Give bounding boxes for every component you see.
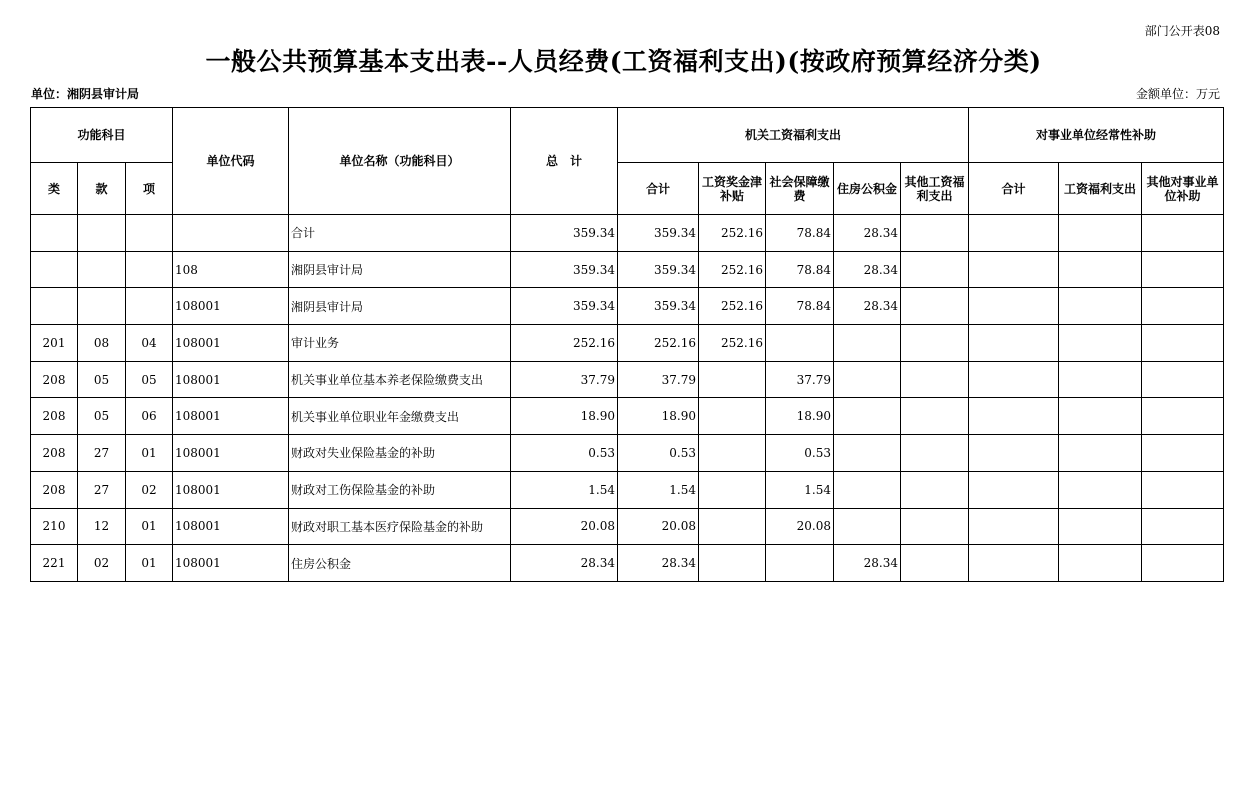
cell-salary [699,471,766,508]
cell-xiang [126,288,173,325]
cell-total: 359.34 [511,215,618,252]
cell-lei [31,288,78,325]
cell-unit-name: 住房公积金 [289,545,511,582]
cell-total: 359.34 [511,251,618,288]
table-row [31,545,1224,582]
cell-xiang [126,215,173,252]
cell-kuan: 02 [78,545,126,582]
table-row [31,288,1224,325]
cell-lei [31,251,78,288]
cell-social: 78.84 [766,215,834,252]
cell-salary: 252.16 [699,215,766,252]
cell-kuan: 05 [78,398,126,435]
cell-inst-total [969,471,1059,508]
cell-kuan [78,215,126,252]
cell-housing [834,508,901,545]
header-lei: 类 [31,163,78,215]
cell-lei: 208 [31,398,78,435]
cell-lei: 201 [31,325,78,362]
cell-social: 78.84 [766,288,834,325]
cell-total: 18.90 [511,398,618,435]
cell-kuan: 05 [78,361,126,398]
cell-xiang: 04 [126,325,173,362]
cell-inst-other [1142,435,1224,472]
table-row [31,471,1224,508]
table-row [31,435,1224,472]
cell-social: 1.54 [766,471,834,508]
cell-inst-welfare [1059,545,1142,582]
cell-other [901,545,969,582]
table-row [31,398,1224,435]
cell-inst-other [1142,545,1224,582]
cell-inst-other [1142,508,1224,545]
cell-inst-welfare [1059,251,1142,288]
cell-inst-other [1142,398,1224,435]
cell-inst-other [1142,288,1224,325]
cell-inst-welfare [1059,398,1142,435]
cell-inst-total [969,435,1059,472]
cell-unit-code: 108001 [173,398,289,435]
cell-salary: 252.16 [699,251,766,288]
cell-total: 1.54 [511,471,618,508]
cell-other [901,288,969,325]
cell-inst-total [969,215,1059,252]
cell-kuan: 27 [78,471,126,508]
table-row [31,251,1224,288]
header-inst-other: 其他对事业单位补助 [1142,163,1224,215]
cell-total: 20.08 [511,508,618,545]
cell-housing [834,361,901,398]
cell-unit-name: 财政对工伤保险基金的补助 [289,471,511,508]
header-kuan: 款 [78,163,126,215]
cell-social [766,325,834,362]
cell-other [901,251,969,288]
header-salary: 工资奖金津补贴 [699,163,766,215]
cell-salary: 252.16 [699,325,766,362]
cell-inst-other [1142,471,1224,508]
cell-total: 28.34 [511,545,618,582]
cell-social: 37.79 [766,361,834,398]
header-other-welfare: 其他工资福利支出 [901,163,969,215]
cell-unit-name: 财政对失业保险基金的补助 [289,435,511,472]
header-unit-code: 单位代码 [173,108,289,215]
table-row [31,508,1224,545]
header-func-subject: 功能科目 [31,108,173,163]
cell-xiang: 06 [126,398,173,435]
cell-inst-welfare [1059,435,1142,472]
cell-other [901,215,969,252]
cell-kuan: 08 [78,325,126,362]
cell-unit-name: 机关事业单位基本养老保险缴费支出 [289,361,511,398]
table-row [31,215,1224,252]
cell-unit-name: 财政对职工基本医疗保险基金的补助 [289,508,511,545]
cell-unit-name: 审计业务 [289,325,511,362]
cell-inst-welfare [1059,215,1142,252]
cell-unit-code: 108001 [173,435,289,472]
header-unit-name: 单位名称（功能科目） [289,108,511,215]
cell-agency-total: 1.54 [618,471,699,508]
cell-xiang [126,251,173,288]
cell-lei: 208 [31,435,78,472]
cell-other [901,435,969,472]
cell-inst-other [1142,215,1224,252]
cell-xiang: 05 [126,361,173,398]
cell-unit-code: 108 [173,251,289,288]
cell-lei: 221 [31,545,78,582]
cell-unit-name: 湘阴县审计局 [289,251,511,288]
cell-xiang: 01 [126,545,173,582]
header-xiang: 项 [126,163,173,215]
header-agency-subtotal: 合计 [618,163,699,215]
cell-total: 37.79 [511,361,618,398]
cell-lei: 208 [31,471,78,508]
page-title: 一般公共预算基本支出表--人员经费(工资福利支出)(按政府预算经济分类) [205,47,1042,76]
cell-lei: 208 [31,361,78,398]
cell-total: 359.34 [511,288,618,325]
cell-xiang: 01 [126,508,173,545]
cell-agency-total: 28.34 [618,545,699,582]
cell-inst-other [1142,361,1224,398]
cell-inst-welfare [1059,508,1142,545]
cell-salary [699,508,766,545]
cell-housing: 28.34 [834,545,901,582]
cell-salary [699,545,766,582]
cell-unit-name: 机关事业单位职业年金缴费支出 [289,398,511,435]
cell-inst-total [969,288,1059,325]
cell-agency-total: 359.34 [618,215,699,252]
cell-inst-total [969,398,1059,435]
header-agency-group: 机关工资福利支出 [618,108,969,163]
cell-housing: 28.34 [834,215,901,252]
cell-other [901,361,969,398]
table-row [31,325,1224,362]
cell-kuan [78,288,126,325]
header-social-security: 社会保障缴费 [766,163,834,215]
cell-agency-total: 359.34 [618,251,699,288]
cell-housing [834,398,901,435]
cell-social: 20.08 [766,508,834,545]
cell-housing [834,435,901,472]
cell-unit-name: 湘阴县审计局 [289,288,511,325]
cell-inst-welfare [1059,288,1142,325]
cell-salary [699,435,766,472]
header-housing-fund: 住房公积金 [834,163,901,215]
cell-unit-code [173,215,289,252]
cell-lei: 210 [31,508,78,545]
cell-unit-code: 108001 [173,508,289,545]
cell-inst-total [969,545,1059,582]
cell-social: 0.53 [766,435,834,472]
budget-table [30,107,1224,582]
cell-agency-total: 359.34 [618,288,699,325]
cell-inst-welfare [1059,471,1142,508]
cell-unit-code: 108001 [173,361,289,398]
cell-agency-total: 18.90 [618,398,699,435]
unit-label: 单位：湘阴县审计局 [31,87,140,101]
header-inst-subtotal: 合计 [969,163,1059,215]
cell-housing: 28.34 [834,288,901,325]
cell-kuan [78,251,126,288]
cell-agency-total: 252.16 [618,325,699,362]
cell-inst-total [969,361,1059,398]
cell-inst-welfare [1059,361,1142,398]
cell-total: 0.53 [511,435,618,472]
form-code: 部门公开表08 [1144,24,1220,38]
cell-housing: 28.34 [834,251,901,288]
cell-salary [699,361,766,398]
cell-agency-total: 37.79 [618,361,699,398]
cell-unit-name: 合计 [289,215,511,252]
table-row [31,361,1224,398]
cell-unit-code: 108001 [173,288,289,325]
cell-housing [834,325,901,362]
cell-other [901,398,969,435]
cell-inst-total [969,508,1059,545]
cell-social: 18.90 [766,398,834,435]
cell-other [901,471,969,508]
cell-inst-welfare [1059,325,1142,362]
cell-salary [699,398,766,435]
cell-social [766,545,834,582]
cell-unit-code: 108001 [173,325,289,362]
cell-inst-total [969,325,1059,362]
cell-other [901,508,969,545]
cell-unit-code: 108001 [173,471,289,508]
cell-housing [834,471,901,508]
cell-other [901,325,969,362]
amount-unit-label: 金额单位：万元 [1135,87,1220,101]
cell-agency-total: 20.08 [618,508,699,545]
cell-lei [31,215,78,252]
cell-social: 78.84 [766,251,834,288]
cell-inst-total [969,251,1059,288]
cell-xiang: 01 [126,435,173,472]
cell-xiang: 02 [126,471,173,508]
cell-unit-code: 108001 [173,545,289,582]
header-inst-welfare: 工资福利支出 [1059,163,1142,215]
cell-kuan: 12 [78,508,126,545]
cell-kuan: 27 [78,435,126,472]
cell-inst-other [1142,251,1224,288]
header-institution-group: 对事业单位经常性补助 [969,108,1224,163]
cell-agency-total: 0.53 [618,435,699,472]
cell-salary: 252.16 [699,288,766,325]
header-total: 总 计 [511,108,618,215]
cell-total: 252.16 [511,325,618,362]
cell-inst-other [1142,325,1224,362]
